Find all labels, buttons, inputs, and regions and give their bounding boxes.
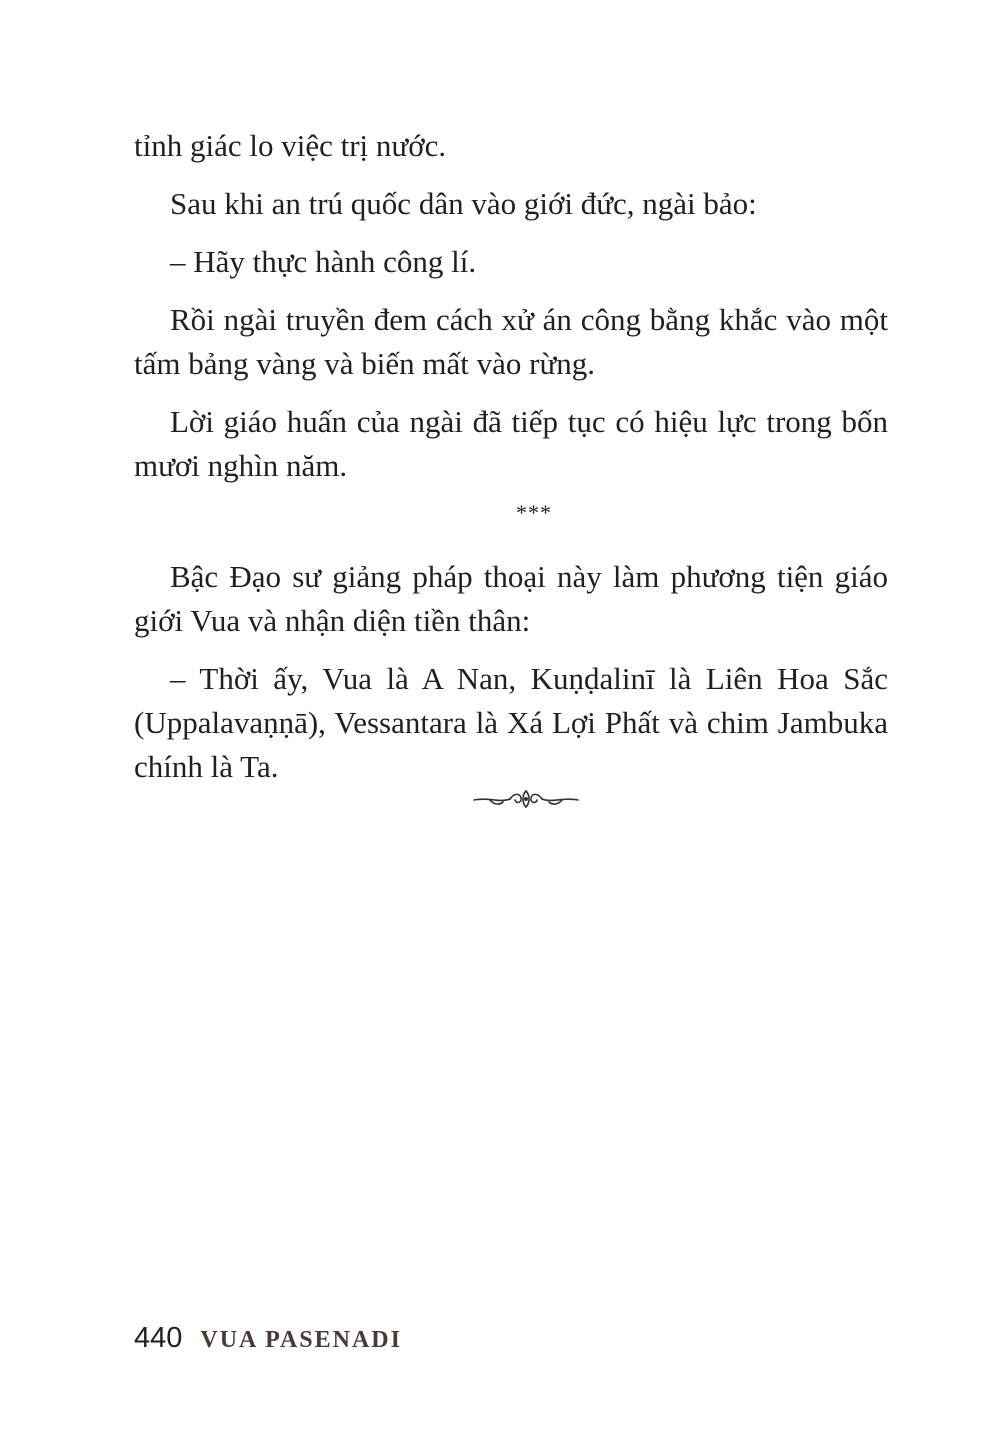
page-number: 440 (134, 1322, 183, 1354)
page-footer (134, 1322, 402, 1366)
running-title: VUA PASENADI (200, 1327, 402, 1353)
text-block-bottom (134, 555, 888, 789)
paragraph-continuation: tỉnh giác lo việc trị nước. (134, 128, 447, 163)
paragraph-dialogue: – Hãy thực hành công lí. (170, 244, 477, 279)
flourish-ornament-icon (470, 785, 582, 813)
section-separator: *** (516, 500, 552, 525)
paragraph-teaching: Lời giáo huấn của ngài đã tiếp tục có hiệu lực trong bốn mươi nghìn năm. (134, 404, 888, 483)
paragraph-instruction: Sau khi an trú quốc dân vào giới đức, ngài bảo: (170, 186, 757, 221)
paragraph-master-teaching: Bậc Đạo sư giảng pháp thoại này làm phương tiện giáo giới Vua và nhận diện tiền thân: (134, 559, 888, 638)
paragraph-golden-plate: Rồi ngài truyền đem cách xử án công bằng khắc vào một tấm bảng vàng và biến mất vào rừng. (134, 302, 888, 381)
text-block-top (134, 124, 888, 488)
paragraph-identification: – Thời ấy, Vua là A Nan, Kuṇḍalinī là Liên Hoa Sắc (Uppalavaṇṇā), Vessantara là Xá Lợi Phất và chim Jambuka chính là Ta. (134, 661, 888, 784)
